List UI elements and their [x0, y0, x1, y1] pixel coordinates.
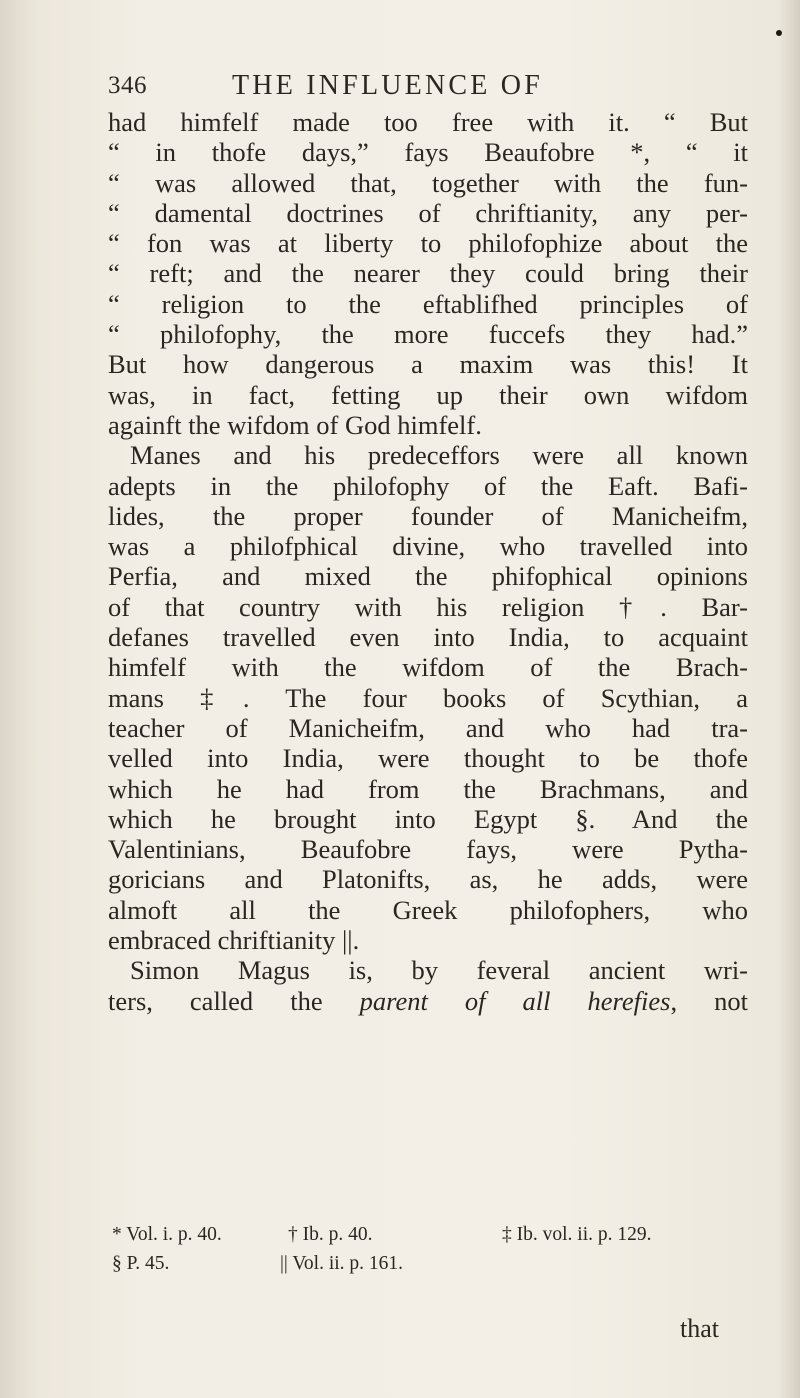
text-line: “ damental doctrines of chriftianity, any per- [108, 197, 748, 228]
text-line: But how dangerous a maxim was this! It [108, 349, 748, 380]
catchword: that [680, 1314, 719, 1343]
footnote-row [112, 1220, 748, 1249]
text-line: “ philofophy, the more fuccefs they had.” [108, 319, 748, 350]
footnote: ‡ Ib. vol. ii. p. 129. [502, 1224, 652, 1245]
text-line: Valentinians, Beaufobre fays, were Pytha- [108, 834, 748, 865]
footnotes [112, 1220, 748, 1278]
text-line: had himfelf made too free with it. “ But [108, 107, 748, 137]
text-line: almoft all the Greek philofophers, who [108, 894, 748, 925]
text-line: himfelf with the wifdom of the Brach- [108, 652, 748, 683]
text-line: of that country with his religion †. Bar- [108, 591, 748, 622]
text-line: goricians and Platonifts, as, he adds, were [108, 864, 748, 895]
text-line: defanes travelled even into India, to acquaint [108, 622, 748, 653]
text-line: “ was allowed that, together with the fun- [108, 167, 748, 198]
text-segment: , not [670, 985, 748, 1016]
footnote: * Vol. i. p. 40. [112, 1224, 222, 1245]
text-line: againft the wifdom of God himfelf. [108, 409, 482, 440]
text-line: Simon Magus is, by feveral ancient wri- [130, 955, 748, 986]
text-line: “ in thofe days,” fays Beaufobre *, “ it [108, 137, 748, 168]
italic-phrase: parent of all herefies [359, 985, 671, 1016]
text-line: which he brought into Egypt §. And the [108, 803, 748, 834]
text-segment: ters, called the [108, 985, 360, 1016]
text-line: mans ‡. The four books of Scythian, a [108, 682, 748, 713]
page-number: 346 [108, 72, 147, 99]
footnote: † Ib. p. 40. [288, 1224, 373, 1245]
body-text [108, 107, 748, 1016]
text-line: velled into India, were thought to be thofe [108, 743, 748, 774]
text-line: which he had from the Brachmans, and [108, 773, 748, 804]
running-head: THE INFLUENCE OF [232, 70, 543, 101]
text-line: “ reft; and the nearer they could bring their [108, 258, 748, 289]
footnote: || Vol. ii. p. 161. [280, 1253, 404, 1274]
footnote: § P. 45. [112, 1253, 170, 1274]
text-line: teacher of Manicheifm, and who had tra- [108, 712, 748, 743]
text-line: lides, the proper founder of Manicheifm, [108, 500, 748, 531]
footnote-row [112, 1249, 748, 1278]
text-line: was, in fact, fetting up their own wifdom [108, 379, 748, 410]
text-line: was a philofphical divine, who travelled into [108, 531, 748, 562]
text-line: “ fon was at liberty to philofophize about the [108, 228, 748, 259]
text-line: embraced chriftianity ||. [108, 925, 360, 956]
ink-speck [776, 30, 782, 36]
page-header [108, 66, 748, 106]
text-line: Perfia, and mixed the phifophical opinions [108, 561, 748, 592]
text-line-last [108, 986, 748, 1016]
text-line: Manes and his predeceffors were all known [130, 440, 748, 471]
text-line: “ religion to the eftablifhed principles of [108, 288, 748, 319]
text-line: adepts in the philofophy of the Eaft. Bafi- [108, 470, 748, 501]
